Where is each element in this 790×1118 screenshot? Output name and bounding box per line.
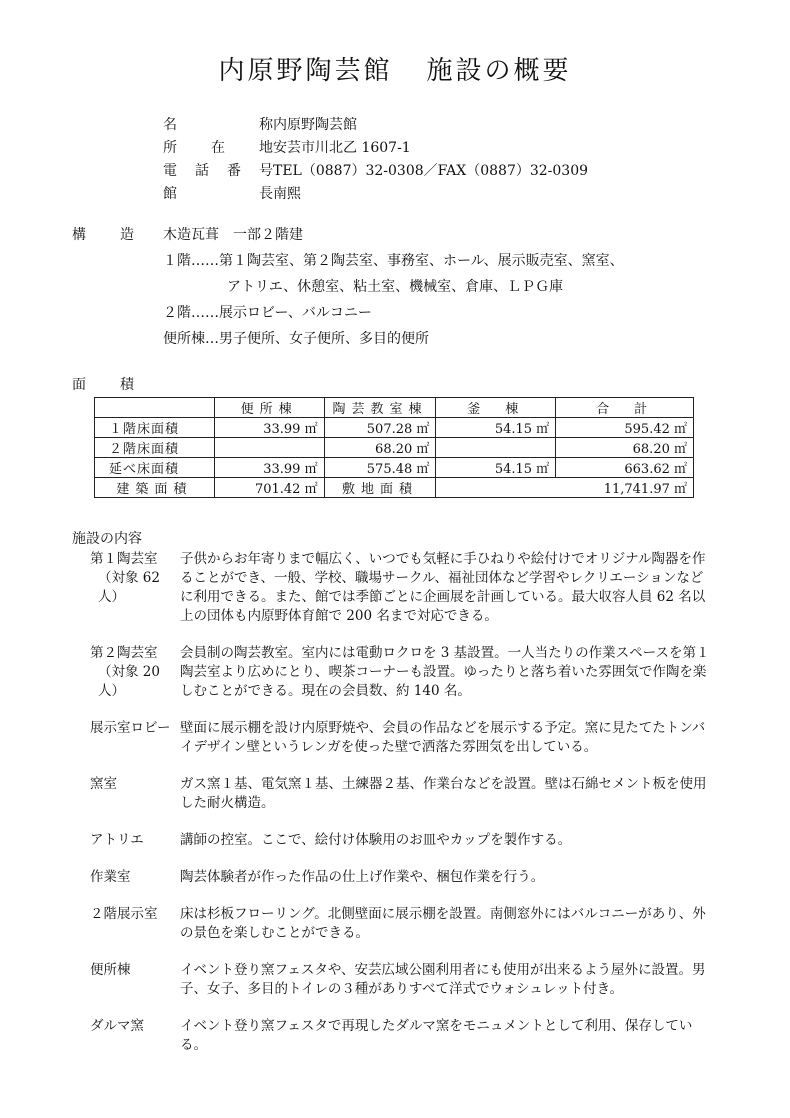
- area-cell: 68.20 ㎡: [556, 438, 694, 458]
- info-label: 館 長: [163, 186, 273, 202]
- info-value-director: 南熙: [273, 186, 301, 202]
- item-text: 会員制の陶芸教室。室内には電動ロクロを 3 基設置。一人当たりの作業スペースを第１陶芸室より広めにとり、喫茶コーナーも設置。ゆったりと落ち着いた雰囲気で作陶を楽しむことができる。現在の会員数、約 140 名。: [180, 645, 710, 699]
- area-cell: 54.15 ㎡: [436, 458, 556, 478]
- list-item: [90, 719, 710, 757]
- list-item: [90, 905, 710, 943]
- item-label: 展示室ロビー: [90, 720, 171, 736]
- area-cell: 595.42 ㎡: [556, 418, 694, 438]
- list-item: [90, 644, 710, 701]
- site-area-value: 11,741.97 ㎡: [436, 478, 694, 498]
- facility-info: [163, 114, 588, 206]
- title-facility-name: 内原野陶芸館: [218, 56, 393, 86]
- list-item: [90, 1017, 710, 1055]
- structure-toilet: 便所棟…男子便所、女子便所、多目的便所: [163, 331, 429, 347]
- area-cell: 54.15 ㎡: [436, 418, 556, 438]
- item-text: 子供からお年寄りまで幅広く、いつでも気軽に手ひねりや絵付けでオリジナル陶器を作ることができ、一般、学校、職場サークル、福祉団体など学習やレクリエーションなどに利用できる。また、館では季節ごとに企画展を計画している。最大収容人員 62 名以上の団体も内原野体育館で 200 名まで対応できる。: [180, 551, 706, 624]
- structure-heading: 構 造: [72, 227, 134, 243]
- item-text: イベント登り窯フェスタで再現したダルマ窯をモニュメントとして利用、保存している。: [180, 1018, 693, 1053]
- info-row-name: [163, 114, 588, 137]
- area-header-total: 合 計: [556, 398, 694, 418]
- item-text: 床は杉板フローリング。北側壁面に展示棚を設置。南側窓外にはバルコニーがあり、外の景色を楽しむことができる。: [180, 906, 706, 941]
- building-area-value: 701.42 ㎡: [214, 478, 324, 498]
- item-label: ダルマ窯: [90, 1018, 144, 1034]
- item-text: 陶芸体験者が作った作品の仕上げ作業や、梱包作業を行う。: [180, 869, 545, 885]
- info-label: 名 称: [163, 117, 273, 133]
- table-row: [95, 478, 694, 498]
- table-row: [95, 438, 694, 458]
- area-cell: 575.48 ㎡: [324, 458, 436, 478]
- contents-list: [90, 550, 710, 1073]
- area-header-kiln: 釜 棟: [436, 398, 556, 418]
- area-cell: 33.99 ㎡: [214, 458, 324, 478]
- structure-floor1-cont: アトリエ、休憩室、粘土室、機械室、倉庫、ＬＰＧ庫: [227, 279, 564, 295]
- area-row-label: １階床面積: [95, 418, 215, 438]
- info-value-address: 安芸市川北乙 1607-1: [273, 140, 411, 156]
- item-label: アトリエ: [90, 832, 144, 848]
- table-row: [95, 418, 694, 438]
- info-row-director: [163, 183, 588, 206]
- area-cell: 507.28 ㎡: [324, 418, 436, 438]
- info-label: 電 話 番 号: [163, 163, 273, 179]
- area-cell: 663.62 ㎡: [556, 458, 694, 478]
- list-item: [90, 550, 710, 626]
- item-label: 便所棟: [90, 962, 131, 978]
- item-text: ガス窯１基、電気窯１基、土練器２基、作業台などを設置。壁は石綿セメント板を使用した耐火構造。: [180, 776, 707, 811]
- list-item: [90, 831, 710, 850]
- contents-heading: 施設の内容: [72, 531, 142, 547]
- site-area-label: 敷地面積: [324, 478, 436, 498]
- structure-details: [163, 248, 624, 352]
- area-cell: 33.99 ㎡: [214, 418, 324, 438]
- item-text: イベント登り窯フェスタや、安芸広域公園利用者にも使用が出来るよう屋外に設置。男子、女子、多目的トイレの３種がありすべて洋式でウォシュレット付き。: [180, 962, 706, 997]
- area-row-label: ２階床面積: [95, 438, 215, 458]
- item-label: 窯室: [90, 776, 117, 792]
- info-value-name: 内原野陶芸館: [273, 117, 357, 133]
- item-label: 第１陶芸室 （対象 62 人）: [90, 551, 160, 605]
- list-item: [90, 868, 710, 887]
- info-label: 所 在 地: [163, 140, 273, 156]
- item-label: ２階展示室: [90, 906, 158, 922]
- area-table-header: [95, 398, 694, 418]
- structure-main: 木造瓦葺 一部２階建: [163, 227, 303, 243]
- table-row: [95, 458, 694, 478]
- building-area-label: 建築面積: [95, 478, 215, 498]
- area-table: [94, 397, 694, 498]
- info-row-address: [163, 137, 588, 160]
- area-header-empty: [95, 398, 215, 418]
- area-cell: [214, 438, 324, 458]
- area-heading: 面 積: [72, 377, 134, 393]
- structure-floor2: ２階……展示ロビー、バルコニー: [163, 305, 372, 321]
- area-header-classroom: 陶芸教室棟: [324, 398, 436, 418]
- area-cell: 68.20 ㎡: [324, 438, 436, 458]
- area-header-toilet: 便所棟: [214, 398, 324, 418]
- info-row-phone: [163, 160, 588, 183]
- item-text: 壁面に展示棚を設け内原野焼や、会員の作品などを展示する予定。窯に見たてたトンバイデザイン壁というレンガを使った壁で洒落た雰囲気を出している。: [180, 720, 706, 755]
- area-cell: [436, 438, 556, 458]
- list-item: [90, 961, 710, 999]
- page-title: [0, 50, 790, 87]
- structure-floor1: １階……第１陶芸室、第２陶芸室、事務室、ホール、展示販売室、窯室、: [163, 253, 624, 269]
- area-row-label: 延べ床面積: [95, 458, 215, 478]
- item-text: 講師の控室。ここで、絵付け体験用のお皿やカップを製作する。: [180, 832, 572, 848]
- item-label: 第２陶芸室 （対象 20 人）: [90, 645, 160, 699]
- item-label: 作業室: [90, 869, 131, 885]
- list-item: [90, 775, 710, 813]
- info-value-phone: TEL（0887）32-0308／FAX（0887）32-0309: [273, 163, 589, 179]
- title-overview: 施設の概要: [426, 56, 572, 86]
